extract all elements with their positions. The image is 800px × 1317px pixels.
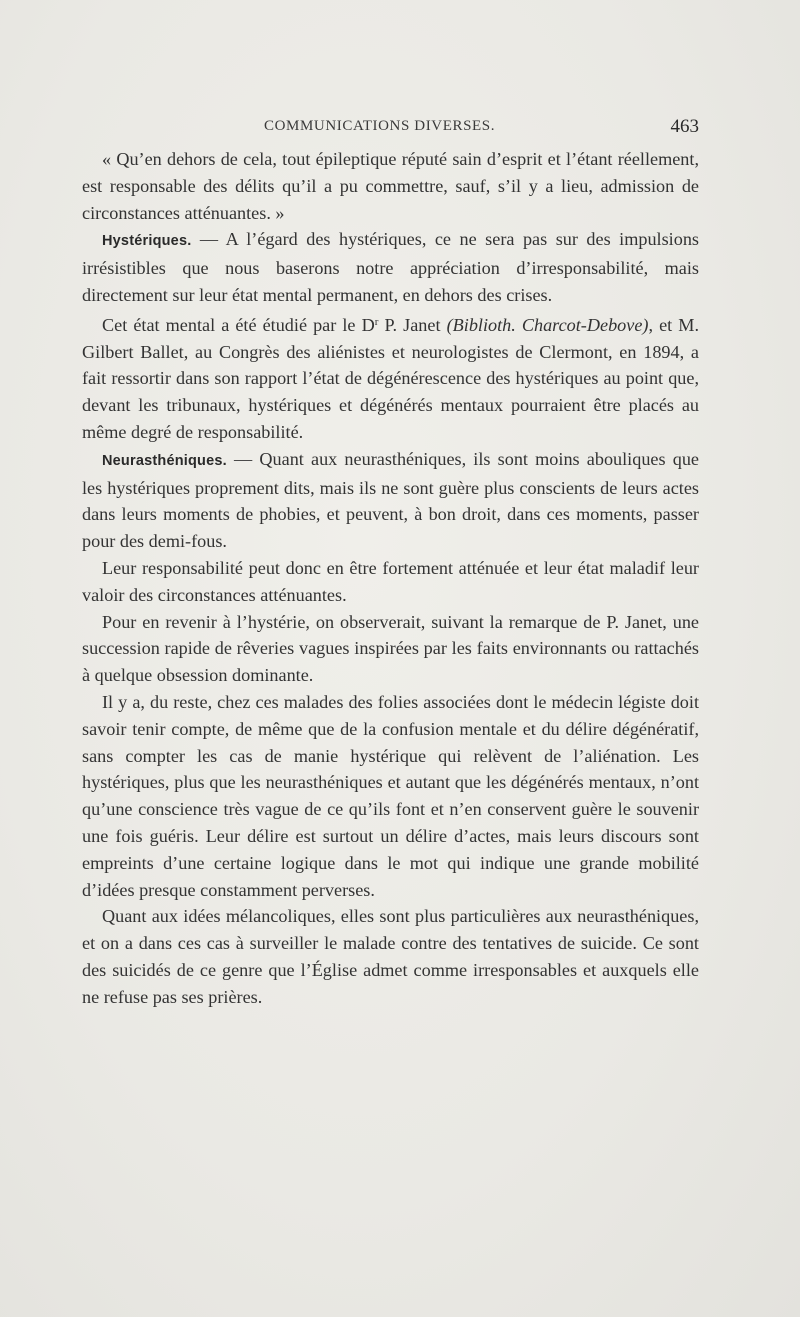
paragraph-etat-mental [82, 309, 699, 446]
rubric-hysteriques: Hystériques. [102, 233, 192, 250]
paragraph-epileptiques-conclusion: « Qu’en dehors de cela, tout épileptique réputé sain d’esprit et l’étant réellement, est responsable des délits qu’il a pu commettre, sauf, s’il y a lieu, admission de circonstances atténuantes. » [82, 149, 699, 223]
paragraph-hysteriques [82, 226, 699, 308]
paragraph-neurastheniques-text: — Quant aux neurasthéniques, ils sont moins abouliques que les hystériques proprement dits, mais ils ne sont guère plus conscients de leurs actes dans leurs moments de phobies, et peuvent, à bon droit, dans ces moments, passer pour des demi-fous. [82, 448, 699, 552]
paragraph-etat-mental-text-a: Cet état mental a été étudié par le D [102, 314, 375, 335]
paragraph-folies-associees: Il y a, du reste, chez ces malades des folies associées dont le médecin légiste doit savoir tenir compte, de même que de la confusion mentale et du délire dégénératif, sans compter les cas de manie hystérique qui relèvent de l’aliénation. Les hystériques, plus que les neurasthéniques et autant que les dégénérés mentaux, n’ont qu’une conscience très vague de ce qu’ils font et n’en conservent guère le souvenir une fois guéris. Leur délire est surtout un délire d’actes, mais leurs discours sont empreints d’une certaine logique dans le mot qui indique une grande mobilité d’idées presque constamment perverses. [82, 691, 699, 900]
paragraph-hysteriques-text: — A l’égard des hystériques, ce ne sera pas sur des impulsions irrésistibles que nous baserons notre appréciation d’irresponsabilité, mais directement sur leur état mental permanent, en dehors des crises. [82, 229, 699, 305]
superscript-r: r [374, 315, 379, 328]
paragraph-etat-mental-text-b: P. Janet [378, 314, 447, 335]
paragraph-hysterie-janet: Pour en revenir à l’hystérie, on observerait, suivant la remarque de P. Janet, une succession rapide de rêveries vagues inspirées par les faits environnants ou rattachés à quelque obsession dominante. [82, 611, 699, 686]
paragraph-responsabilite: Leur responsabilité peut donc en être fortement atténuée et leur état maladif leur valoir des circonstances atténuantes. [82, 557, 699, 605]
page-number: 463 [670, 116, 699, 137]
citation-biblioth: (Biblioth. Charcot-Debove) [446, 314, 649, 335]
running-head: COMMUNICATIONS DIVERSES. [264, 118, 496, 134]
paragraph-neurastheniques [82, 446, 699, 555]
paragraph-idees-melancoliques: Quant aux idées mélancoliques, elles sont plus particulières aux neurasthéniques, et on a dans ces cas à surveiller le malade contre des tentatives de suicide. Ce sont des suicidés de ce genre que l’Église admet comme irresponsables et auxquels elle ne refuse pas ses prières. [82, 906, 699, 1007]
page-header [82, 116, 699, 140]
paragraph-etat-mental-text-c: , et M. Gilbert Ballet, au Congrès des aliénistes et neurologistes de Clermont, en 1894, a fait ressortir dans son rapport l’état de dégénérescence des hystériques au point que, devant les tribunaux, hystériques et dégénérés mentaux pourraient être placés au même degré de responsabilité. [82, 314, 699, 442]
body-text [82, 146, 699, 1011]
rubric-neurastheniques: Neurasthéniques. [102, 452, 227, 469]
